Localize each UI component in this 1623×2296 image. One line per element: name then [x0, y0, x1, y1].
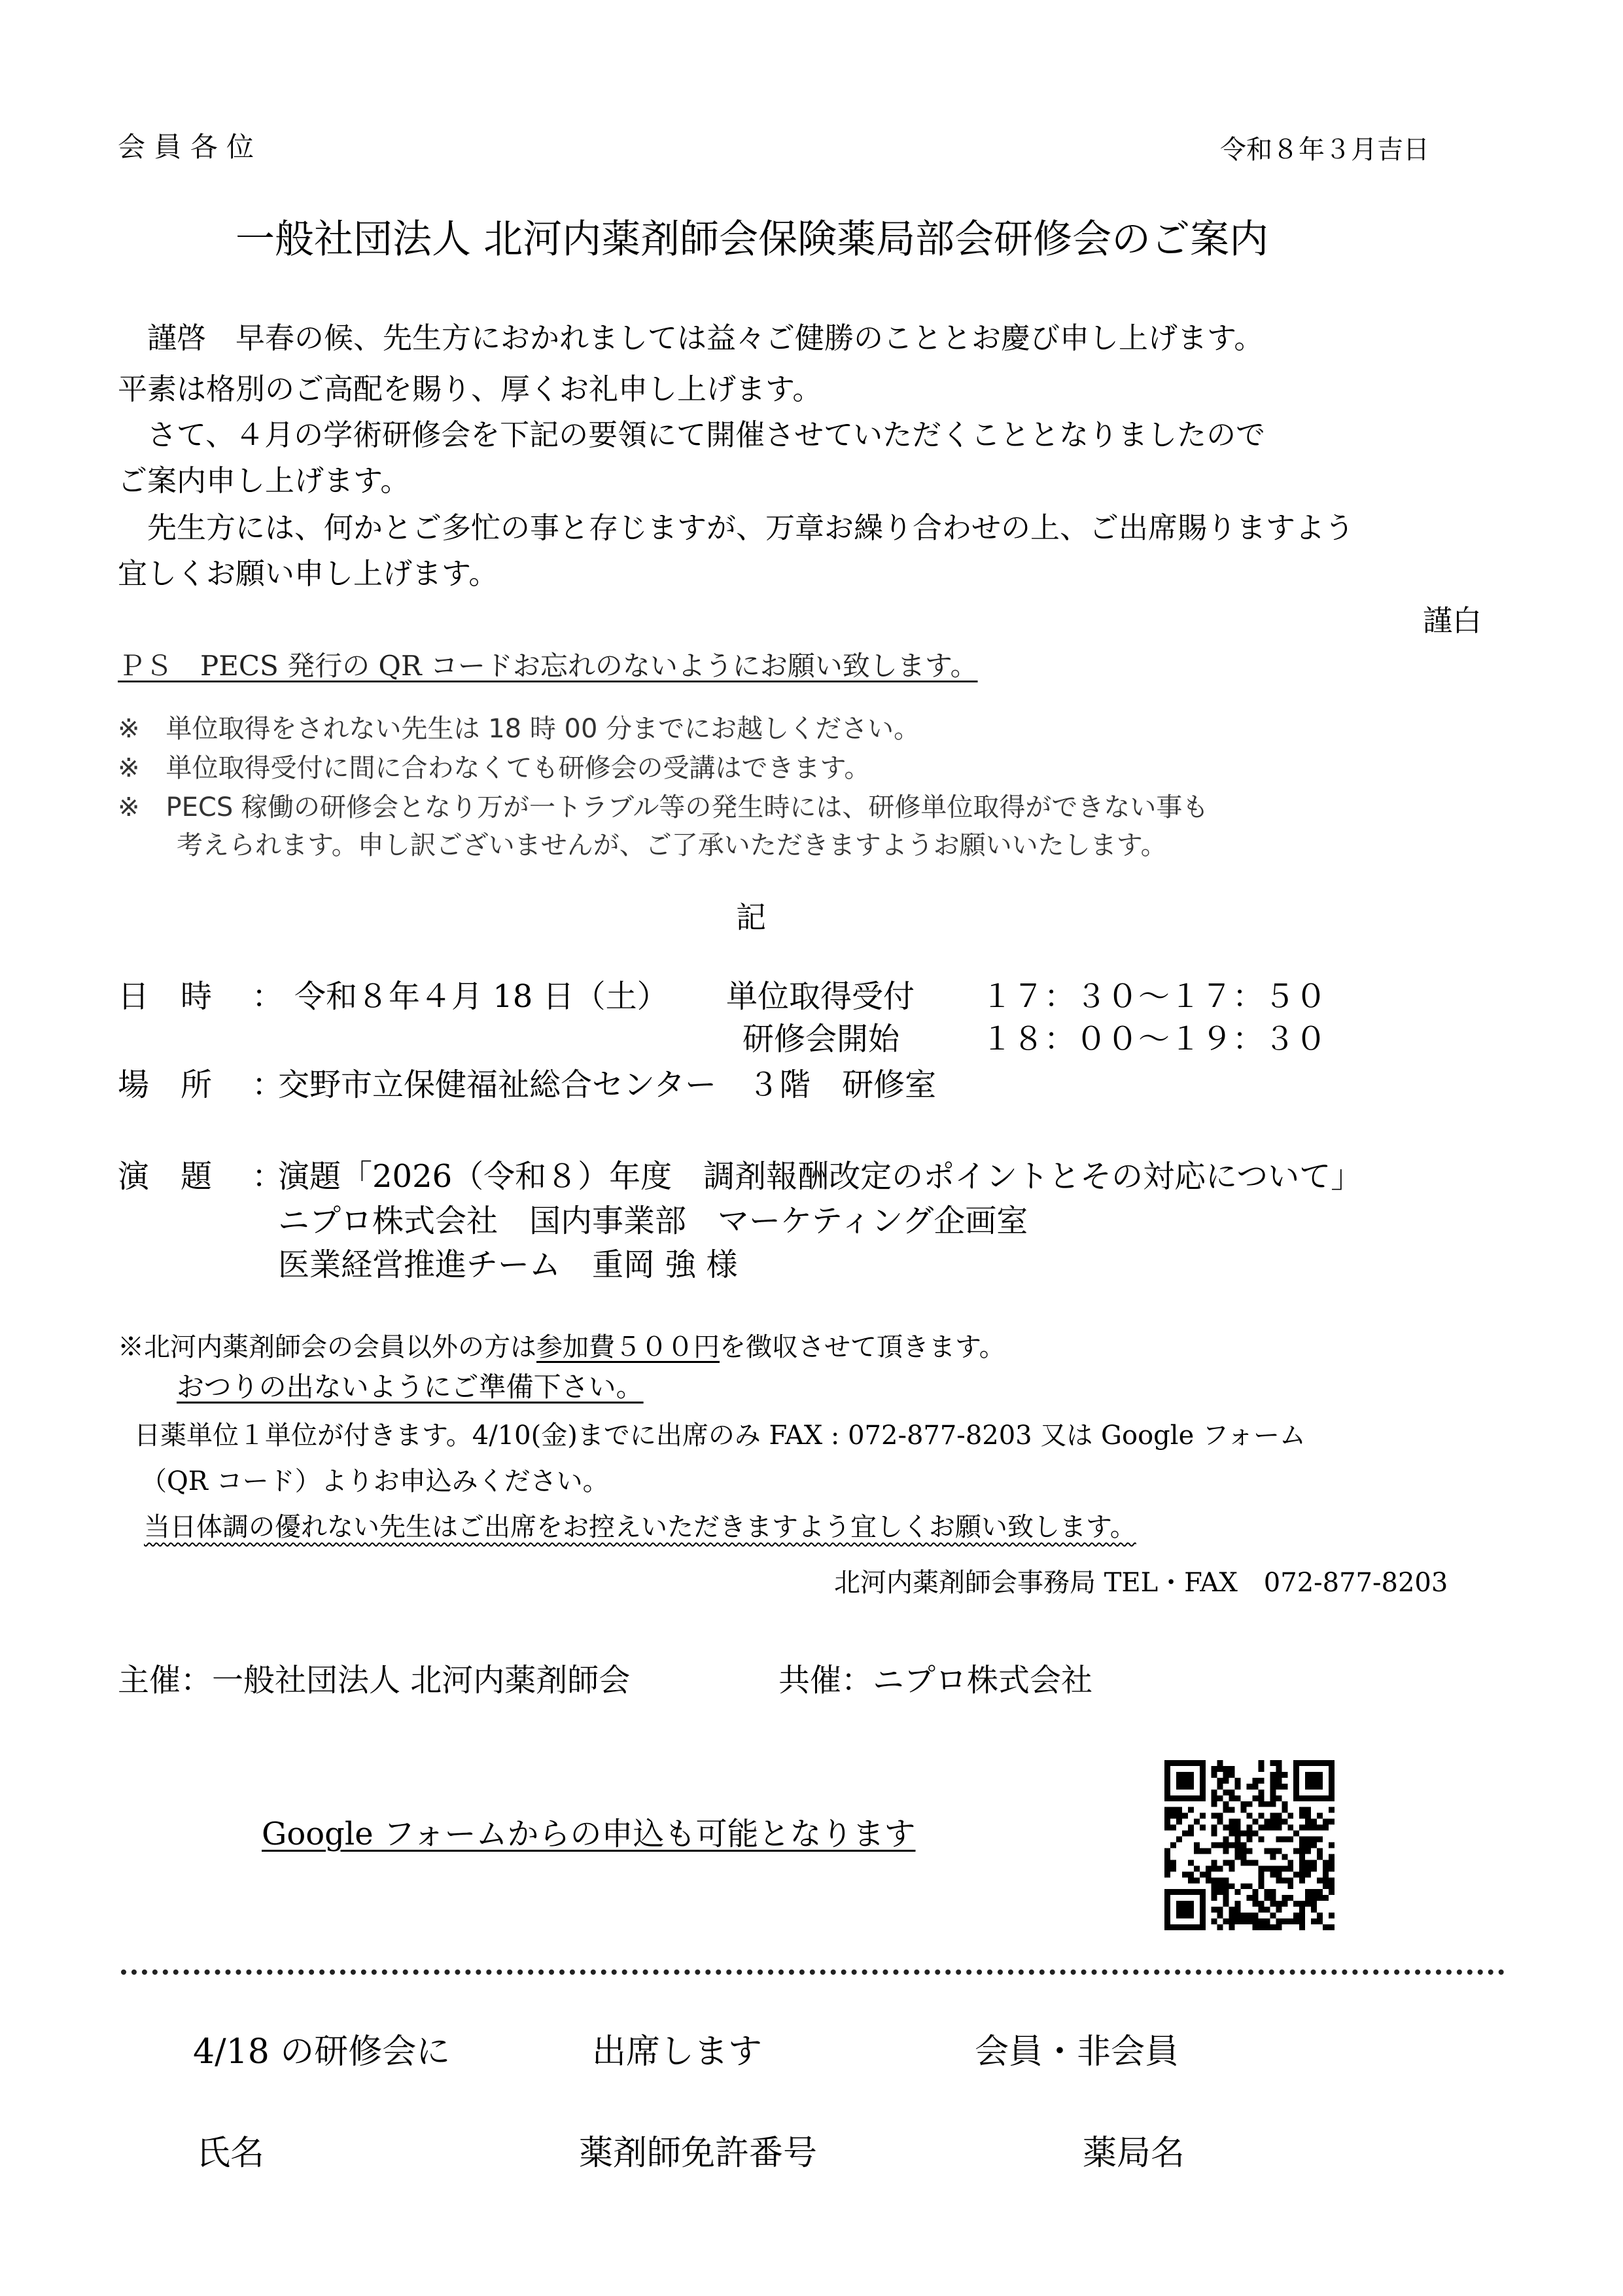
start-label: 研修会開始 — [742, 1021, 900, 1057]
reply-event: 4/18 の研修会に — [193, 2032, 451, 2072]
fee-line — [118, 1332, 1005, 1363]
reply-license-label: 薬剤師免許番号 — [579, 2134, 818, 2173]
fee-amount: 参加費５００円 — [536, 1332, 720, 1362]
note-line: 考えられます。申し訳ございませんが、ご了承いただきますようお願いいたします。 — [177, 830, 1167, 860]
speaker-name: 医業経営推進チーム 重岡 強 様 — [278, 1246, 738, 1283]
venue: 交野市立保健福祉総合センター ３階 研修室 — [278, 1067, 937, 1103]
greeting-line: 謹啓 早春の候、先生方におかれましては益々ご健勝のこととお慶び申し上げます。 — [147, 321, 1264, 355]
page-title: 一般社団法人 北河内薬剤師会保険薬局部会研修会のご案内 — [236, 217, 1269, 262]
reply-pharmacy-label: 薬局名 — [1083, 2134, 1185, 2173]
addressee: 会 員 各 位 — [118, 131, 254, 163]
lecture-topic: 演題「2026（令和８）年度 調剤報酬改定のポイントとその対応について」 — [278, 1158, 1363, 1195]
host-organizer: 主催：一般社団法人 北河内薬剤師会 — [118, 1662, 631, 1699]
health-note: 当日体調の優れない先生はご出席をお控えいただきますよう宜しくお願い致します。 — [144, 1512, 1136, 1542]
note-line: ※ 単位取得をされない先生は 18 時 00 分までにお越しください。 — [118, 714, 920, 744]
reply-attend: 出席します — [592, 2032, 763, 2072]
co-host-organizer: 共催：ニプロ株式会社 — [778, 1662, 1093, 1699]
greeting-line: 平素は格別のご高配を賜り、厚くお礼申し上げます。 — [118, 372, 822, 406]
office-contact: 北河内薬剤師会事務局 TEL・FAX 072-877-8203 — [834, 1568, 1448, 1598]
ki-marker: 記 — [736, 900, 766, 935]
qr-note: （QR コード）よりお申込みください。 — [141, 1466, 609, 1496]
place-label: 場 所 — [118, 1067, 213, 1103]
greeting-line: 先生方には、何かとご多忙の事と存じますが、万章お繰り合わせの上、ご出席賜りますよう — [147, 510, 1355, 545]
colon: ： — [252, 1158, 284, 1195]
greeting-line: さて、４月の学術研修会を下記の要領にて開催させていただくこととなりましたので — [147, 417, 1266, 452]
greeting-line: 宜しくお願い申し上げます。 — [118, 556, 498, 591]
cut-line — [121, 1969, 1505, 1975]
topic-label: 演 題 — [118, 1158, 213, 1195]
event-date: 令和８年４月 18 日（土） — [294, 978, 669, 1015]
credit-note: 日薬単位１単位が付きます。4/10(金)までに出席のみ FAX : 072-877-8203 又は Google フォーム — [134, 1421, 1306, 1451]
google-form-note: Google フォームからの申込も可能となります — [262, 1816, 916, 1852]
datetime-label: 日 時 — [118, 978, 213, 1015]
closing-word: 謹白 — [1423, 603, 1482, 638]
reception-label: 単位取得受付 — [726, 978, 915, 1015]
qr-code-icon — [1164, 1760, 1335, 1930]
reception-time: １７：３０～１７：５０ — [981, 978, 1327, 1015]
note-line: ※ 単位取得受付に間に合わなくても研修会の受講はできます。 — [118, 753, 871, 783]
colon: ： — [252, 978, 284, 1015]
note-line: ※ PECS 稼働の研修会となり万が一トラブル等の発生時には、研修単位取得ができない事も — [118, 792, 1209, 822]
greeting-line: ご案内申し上げます。 — [118, 463, 410, 498]
fee-suffix: を徴収させて頂きます。 — [720, 1332, 1005, 1362]
fee-prefix: ※北河内薬剤師会の会員以外の方は — [118, 1332, 536, 1362]
issue-date: 令和８年３月吉日 — [1220, 135, 1429, 165]
colon: ： — [252, 1067, 284, 1103]
speaker-affiliation: ニプロ株式会社 国内事業部 マーケティング企画室 — [278, 1203, 1028, 1239]
change-note: おつりの出ないようにご準備下さい。 — [177, 1371, 644, 1403]
ps-note: ＰＳ PECS 発行の QR コードお忘れのないようにお願い致します。 — [118, 650, 978, 682]
start-time: １８：００～１９：３０ — [981, 1021, 1327, 1057]
reply-name-label: 氏名 — [196, 2134, 265, 2173]
reply-membership: 会員・非会員 — [975, 2032, 1179, 2072]
